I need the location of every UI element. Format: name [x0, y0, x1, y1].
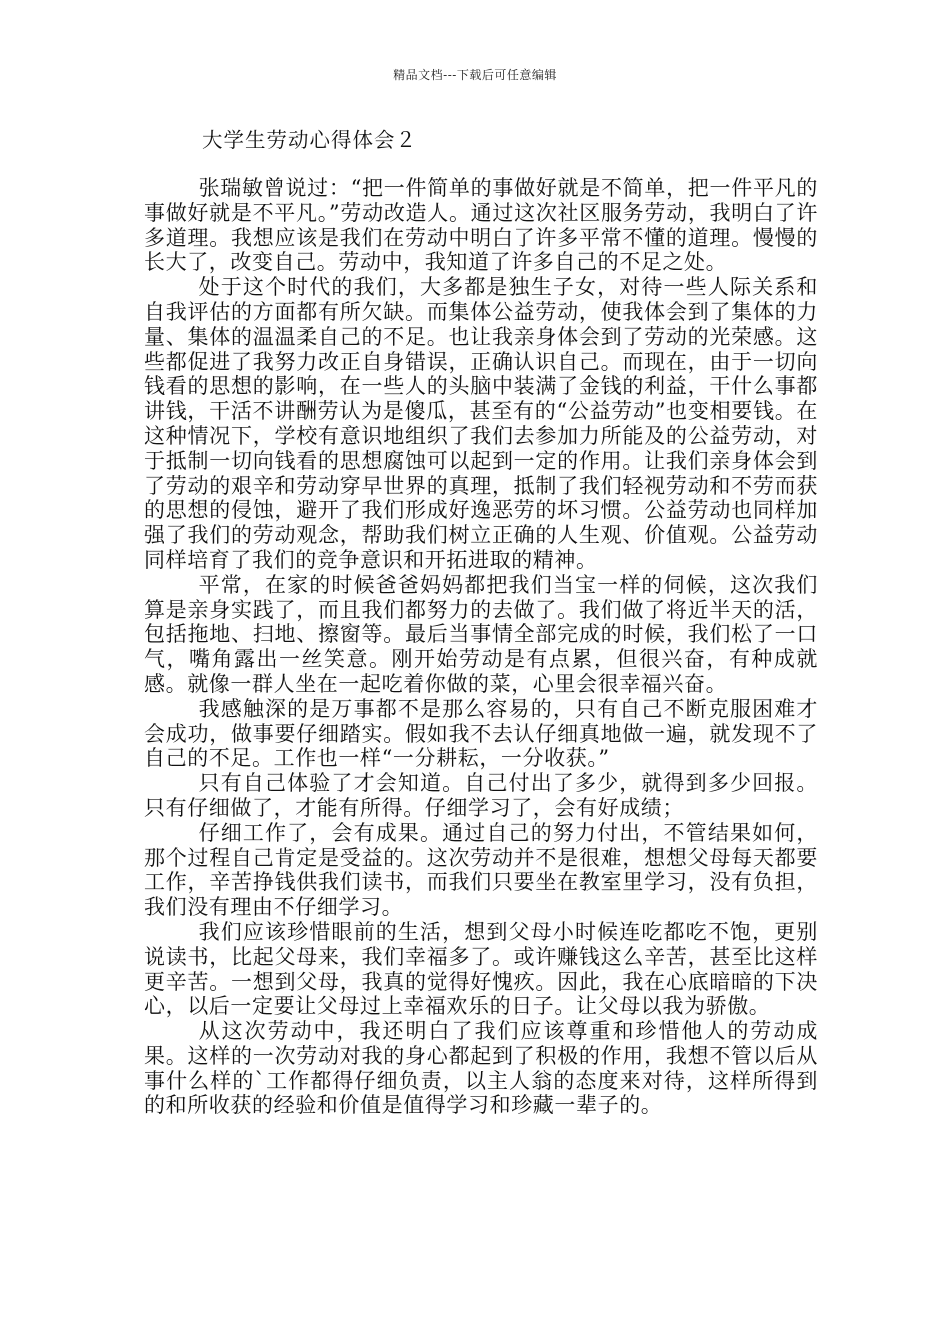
paragraph-2: 处于这个时代的我们，大多都是独生子女，对待一些人际关系和自我评估的方面都有所欠缺。而集体公益劳动，使我体会到了集体的力量、集体的温温柔自己的不足。也让我亲身体会到了劳动的光荣感。这些都促进了我努力改正自身错误，正确认识自己。而现在，由于一切向钱看的思想的影响，在一些人的头脑中装满了金钱的利益，干什么事都讲钱，干活不讲酬劳认为是傻瓜，甚至有的“公益劳动”也变相要钱。在这种情况下，学校有意识地组织了我们去参加力所能及的公益劳动，对于抵制一切向钱看的思想腐蚀可以起到一定的作用。让我们亲身体会到了劳动的艰辛和劳动穿早世界的真理，抵制了我们轻视劳动和不劳而获的思想的侵蚀，避开了我们形成好逸恶劳的坏习惯。公益劳动也同样加强了我们的劳动观念，帮助我们树立正确的人生观、价值观。公益劳动同样培育了我们的竞争意识和开拓进取的精神。: [144, 275, 818, 572]
page-header: 精品文档---下载后可任意编辑: [393, 68, 557, 82]
paragraph-6: 仔细工作了，会有成果。通过自己的努力付出，不管结果如何，那个过程自己肯定是受益的。这次劳动并不是很难，想想父母每天都要工作，辛苦挣钱供我们读书，而我们只要坐在教室里学习，没有负担，我们没有理由不仔细学习。: [144, 820, 818, 920]
paragraph-5: 只有自己体验了才会知道。自己付出了多少，就得到多少回报。只有仔细做了，才能有所得。仔细学习了，会有好成绩；: [144, 771, 818, 820]
paragraph-3: 平常，在家的时候爸爸妈妈都把我们当宝一样的伺候，这次我们算是亲身实践了，而且我们都努力的去做了。我们做了将近半天的活，包括拖地、扫地、擦窗等。最后当事情全部完成的时候，我们松了一口气，嘴角露出一丝笑意。刚开始劳动是有点累，但很兴奋，有种成就感。就像一群人坐在一起吃着你做的菜，心里会很幸福兴奋。: [144, 572, 818, 696]
paragraph-4: 我感触深的是万事都不是那么容易的，只有自己不断克服困难才会成功，做事要仔细踏实。假如我不去认仔细真地做一遍，就发现不了自己的不足。工作也一样“一分耕耘，一分收获。”: [144, 696, 818, 771]
document-body: [144, 176, 818, 1118]
paragraph-1: 张瑞敏曾说过：“把一件简单的事做好就是不简单，把一件平凡的事做好就是不平凡。”劳动改造人。通过这次社区服务劳动，我明白了许多道理。我想应该是我们在劳动中明白了许多平常不懂的道理。慢慢的长大了，改变自己。劳动中，我知道了许多自己的不足之处。: [144, 176, 818, 275]
paragraph-8: 从这次劳动中，我还明白了我们应该尊重和珍惜他人的劳动成果。这样的一次劳动对我的身心都起到了积极的作用，我想不管以后从事什么样的`工作都得仔细负责，以主人翁的态度来对待，这样所得到的和所收获的经验和价值是值得学习和珍藏一辈子的。: [144, 1019, 818, 1118]
document-title: 大学生劳动心得体会２: [202, 128, 417, 152]
paragraph-7: 我们应该珍惜眼前的生活，想到父母小时候连吃都吃不饱，更别说读书，比起父母来，我们幸福多了。或许赚钱这么辛苦，甚至比这样更辛苦。一想到父母，我真的觉得好愧疚。因此，我在心底暗暗的下决心，以后一定要让父母过上幸福欢乐的日子。让父母以我为骄傲。: [144, 919, 818, 1019]
